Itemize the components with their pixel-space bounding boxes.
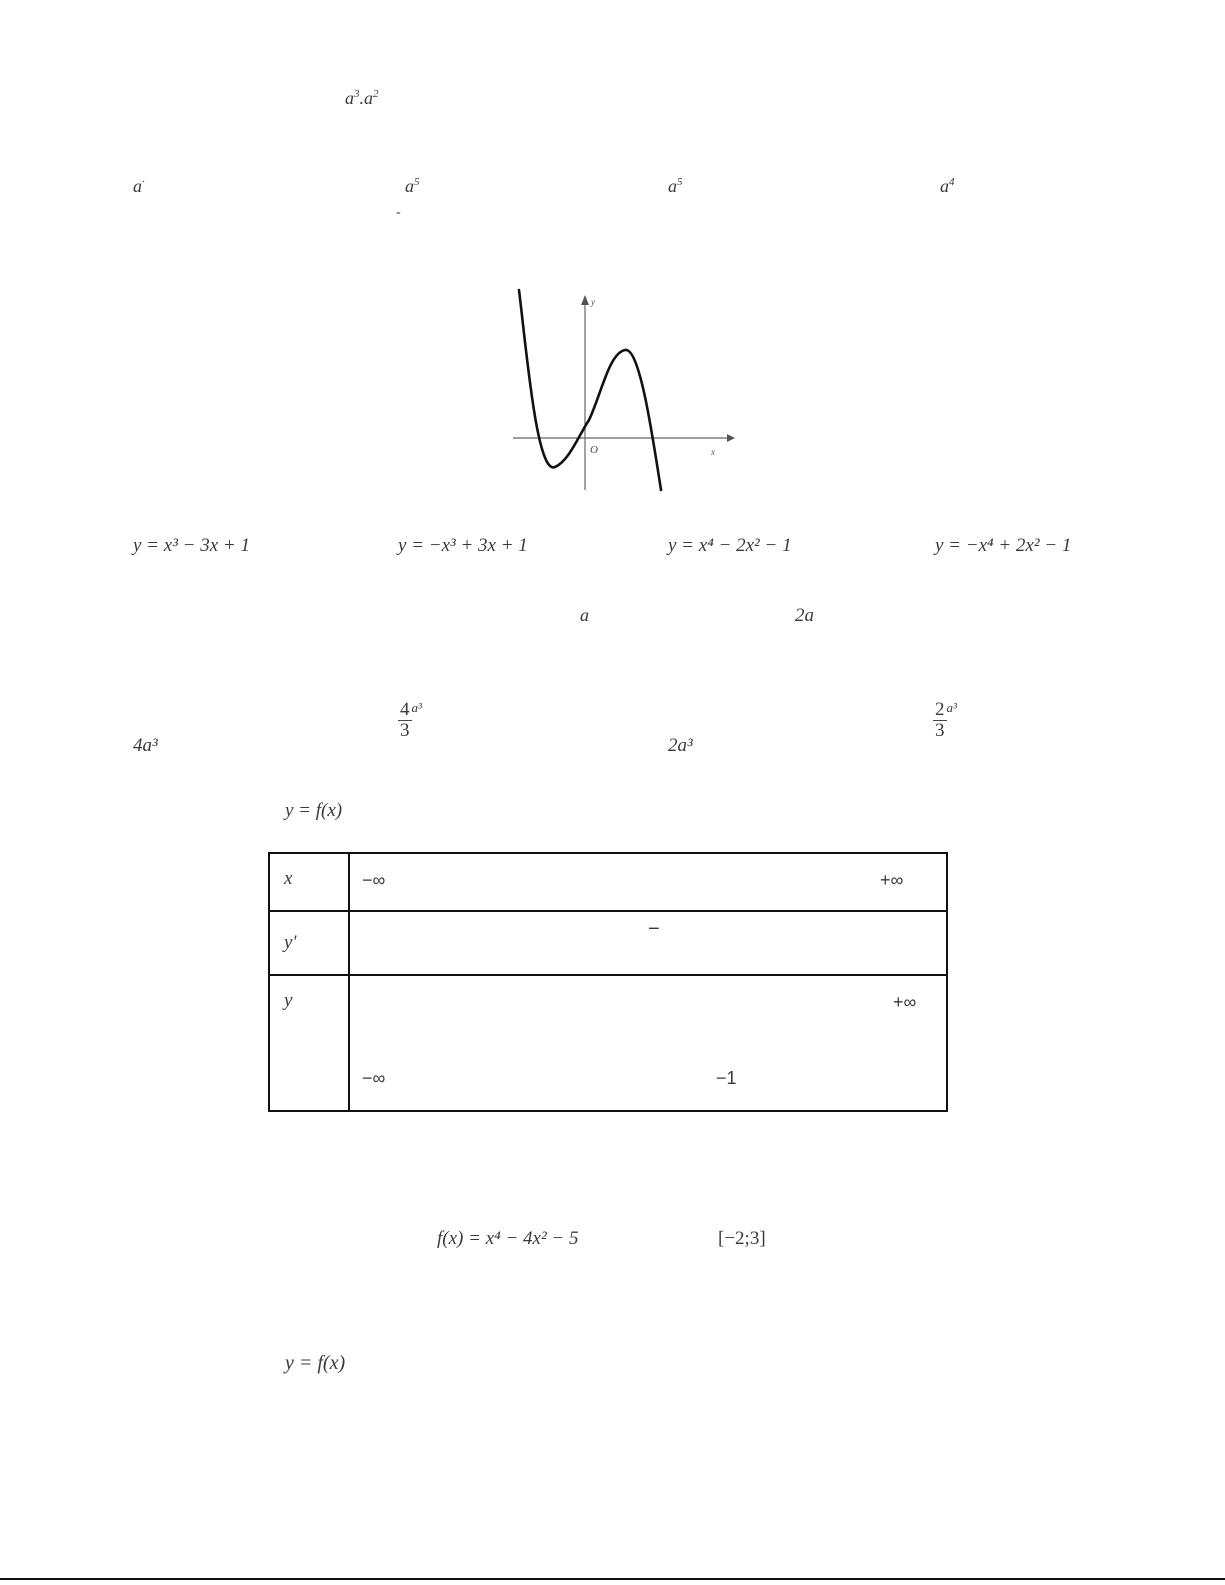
q3-option-b-tail: a³ xyxy=(411,700,422,715)
graph-x-arrow xyxy=(727,434,735,442)
cubic-graph-figure xyxy=(505,285,735,495)
q3-option-b-den: 3 xyxy=(400,720,410,741)
q2-option-a[interactable]: y = x³ − 3x + 1 xyxy=(133,535,250,556)
q3-option-b[interactable] xyxy=(398,700,422,741)
q1-option-a-base: a xyxy=(133,176,142,196)
variation-x-label: x xyxy=(284,868,293,889)
q4-function: y = f(x) xyxy=(285,800,343,821)
q3-option-b-num: 4 xyxy=(400,699,410,720)
q3-option-b-fraction xyxy=(398,700,412,741)
q1-stem-exp1: 3 xyxy=(354,88,360,100)
q3-option-d-fraction xyxy=(933,700,947,741)
variation-row-x xyxy=(269,853,947,911)
q1-stem-mid: a xyxy=(364,88,373,108)
q1-option-c[interactable] xyxy=(668,176,683,197)
q1-stem-expression: $a^3.a^2$ xyxy=(345,88,379,108)
q2-option-d[interactable]: y = −x⁴ + 2x² − 1 xyxy=(935,535,1072,556)
q1-option-a[interactable] xyxy=(133,176,145,197)
variation-y-label-cell xyxy=(269,975,349,1111)
variation-y-values-cell xyxy=(349,975,947,1111)
q3-option-c[interactable]: 2a³ xyxy=(668,735,693,756)
q5-function: f(x) = x⁴ − 4x² − 5 xyxy=(437,1228,579,1249)
q2-option-b[interactable]: y = −x³ + 3x + 1 xyxy=(398,535,528,556)
q3-option-d-den: 3 xyxy=(935,720,945,741)
variation-y-bottom-mid: −1 xyxy=(716,1068,737,1088)
q1-option-d-base: a xyxy=(940,176,949,196)
q1-option-d[interactable] xyxy=(940,176,955,197)
page-bottom-rule xyxy=(0,1578,1225,1580)
variation-x-right: +∞ xyxy=(880,870,904,890)
q1-option-b-exp: 5 xyxy=(414,176,420,188)
q1-stem-exp2: 2 xyxy=(373,88,379,100)
q1-option-a-exp: · xyxy=(142,176,145,188)
variation-table xyxy=(268,852,948,1112)
q3-option-d-tail: a³ xyxy=(946,700,957,715)
variation-x-values-cell xyxy=(349,853,947,911)
q1-stray-mark: - xyxy=(396,205,401,220)
q3-option-a[interactable]: 4a³ xyxy=(133,735,158,756)
variation-dy-sign: − xyxy=(648,918,660,940)
graph-y-arrow xyxy=(581,295,589,305)
variation-x-left: −∞ xyxy=(362,870,386,890)
q3-symbol-a: a xyxy=(580,605,589,625)
graph-x-label: x xyxy=(711,447,715,457)
q1-option-d-exp: 4 xyxy=(949,176,955,188)
variation-y-bottom-left: −∞ xyxy=(362,1068,386,1088)
q2-option-c[interactable]: y = x⁴ − 2x² − 1 xyxy=(668,535,792,556)
q3-option-d-num: 2 xyxy=(935,699,945,720)
variation-dy-values-cell xyxy=(349,911,947,975)
variation-dy-label-cell xyxy=(269,911,349,975)
variation-y-top-right: +∞ xyxy=(893,992,917,1012)
q1-stem-base: a xyxy=(345,88,354,108)
q1-option-c-base: a xyxy=(668,176,677,196)
variation-x-label-cell xyxy=(269,853,349,911)
variation-row-y xyxy=(269,975,947,1111)
variation-y-label: y xyxy=(284,990,293,1011)
graph-y-label: y xyxy=(591,297,595,307)
q3-symbol-2a: 2a xyxy=(795,605,814,626)
q1-option-b[interactable] xyxy=(405,176,420,197)
q6-function: y = f(x) xyxy=(285,1352,346,1374)
graph-curve xyxy=(519,290,661,490)
q1-option-b-base: a xyxy=(405,176,414,196)
graph-origin-label: O xyxy=(590,444,598,456)
variation-dy-label: y' xyxy=(284,932,297,953)
q1-option-c-exp: 5 xyxy=(677,176,683,188)
q3-option-d[interactable] xyxy=(933,700,957,741)
q5-interval: [−2;3] xyxy=(718,1228,766,1249)
variation-row-derivative xyxy=(269,911,947,975)
